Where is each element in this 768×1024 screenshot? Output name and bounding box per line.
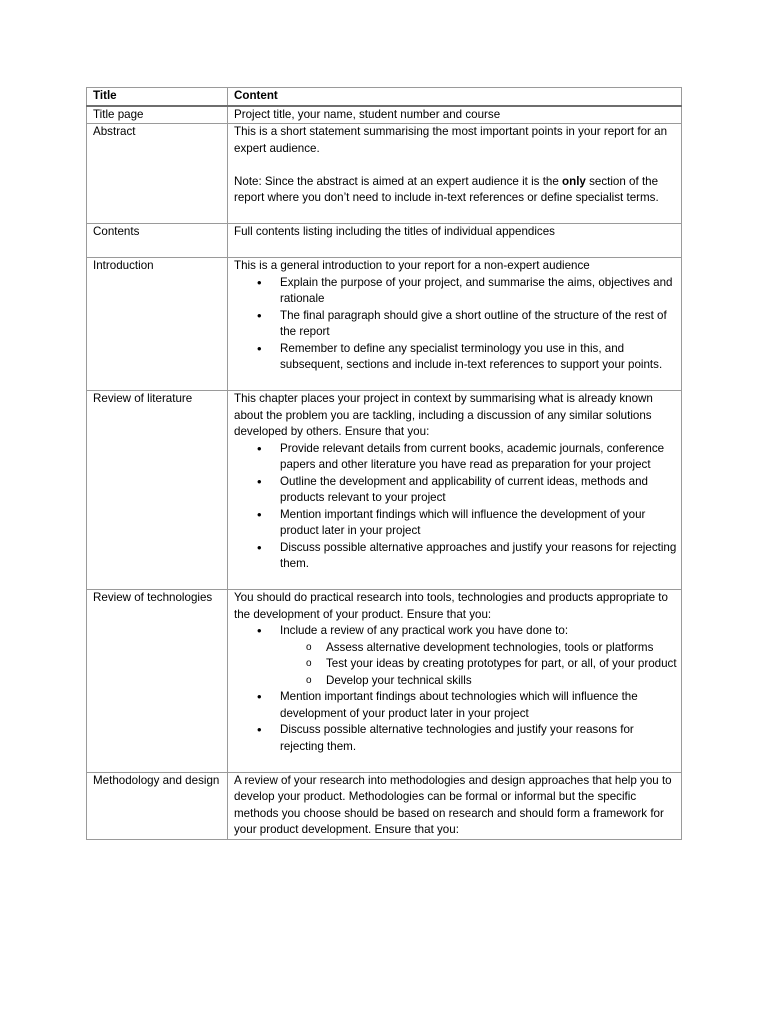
note-text-start: Note: Since the abstract is aimed at an expert audience it is the [234,174,563,188]
row-title: Methodology and design [87,772,228,839]
sub-list-item: o Develop your technical skills [326,673,677,690]
row-title: Review of technologies [87,590,228,773]
table-row-methodology [87,772,682,839]
list-item-text: Include a review of any practical work you have done to: [280,624,569,637]
header-title: Title [87,88,228,106]
table-row-literature [87,391,682,590]
methodology-paragraph: A review of your research into methodologies and design approaches that help you to develop your product. Methodologies can be formal or informal but the specific methods you choose should be based on research and should form a framework for your product development. Ensure that you: [234,773,672,836]
list-item: • Remember to define any specialist terminology you use in this, and subsequent, sections and include in-text references to support your points. [280,341,677,374]
row-content: Project title, your name, student number and course [228,106,682,124]
row-title: Title page [87,106,228,124]
contents-paragraph: Full contents listing including the titles of individual appendices [234,225,555,238]
list-item: • Outline the development and applicability of current ideas, methods and products relevant to your project [280,474,677,507]
list-item: • Explain the purpose of your project, and summarise the aims, objectives and rationale [280,275,677,308]
row-content [228,391,682,590]
table-header-row [87,88,682,106]
report-structure-table [86,87,682,840]
technologies-bullet-list [234,623,677,755]
header-content: Content [228,88,682,106]
sub-list-item: o Assess alternative development technologies, tools or platforms [326,640,677,657]
list-item [280,623,677,689]
row-title: Abstract [87,124,228,224]
list-item: • Provide relevant details from current books, academic journals, conference papers and other literature you have read as preparation for your project [280,441,677,474]
abstract-note [234,174,677,207]
technologies-sub-list [280,640,677,690]
introduction-paragraph: This is a general introduction to your report for a non-expert audience [234,259,590,272]
row-content [228,772,682,839]
introduction-bullet-list [234,275,677,374]
list-item: • Mention important findings which will influence the development of your product later in your project [280,507,677,540]
table-row-title-page [87,106,682,124]
row-title: Review of literature [87,391,228,590]
row-title: Introduction [87,258,228,391]
table-row-contents [87,224,682,258]
row-content [228,590,682,773]
literature-paragraph: This chapter places your project in context by summarising what is already known about the problem you are tackling, including a discussion of any similar solutions developed by others. Ensure that you: [234,392,653,438]
row-title: Contents [87,224,228,258]
row-content [228,124,682,224]
list-item: • Discuss possible alternative approaches and justify your reasons for rejecting them. [280,540,677,573]
literature-bullet-list [234,441,677,573]
list-item: • Discuss possible alternative technologies and justify your reasons for rejecting them. [280,722,677,755]
row-content [228,224,682,258]
table-row-introduction [87,258,682,391]
table-row-abstract [87,124,682,224]
list-item: • Mention important findings about technologies which will influence the development of your product later in your project [280,689,677,722]
row-content [228,258,682,391]
table-row-technologies [87,590,682,773]
sub-list-item: o Test your ideas by creating prototypes for part, or all, of your product [326,656,677,673]
list-item: • The final paragraph should give a short outline of the structure of the rest of the report [280,308,677,341]
note-emphasis: only [562,174,586,188]
abstract-paragraph: This is a short statement summarising the most important points in your report for an expert audience. [234,125,668,155]
note-text-end: section of the report where you don’t need to include in-text references or define specialist terms. [234,174,659,204]
technologies-paragraph: You should do practical research into tools, technologies and products appropriate to the development of your product. Ensure that you: [234,591,668,621]
